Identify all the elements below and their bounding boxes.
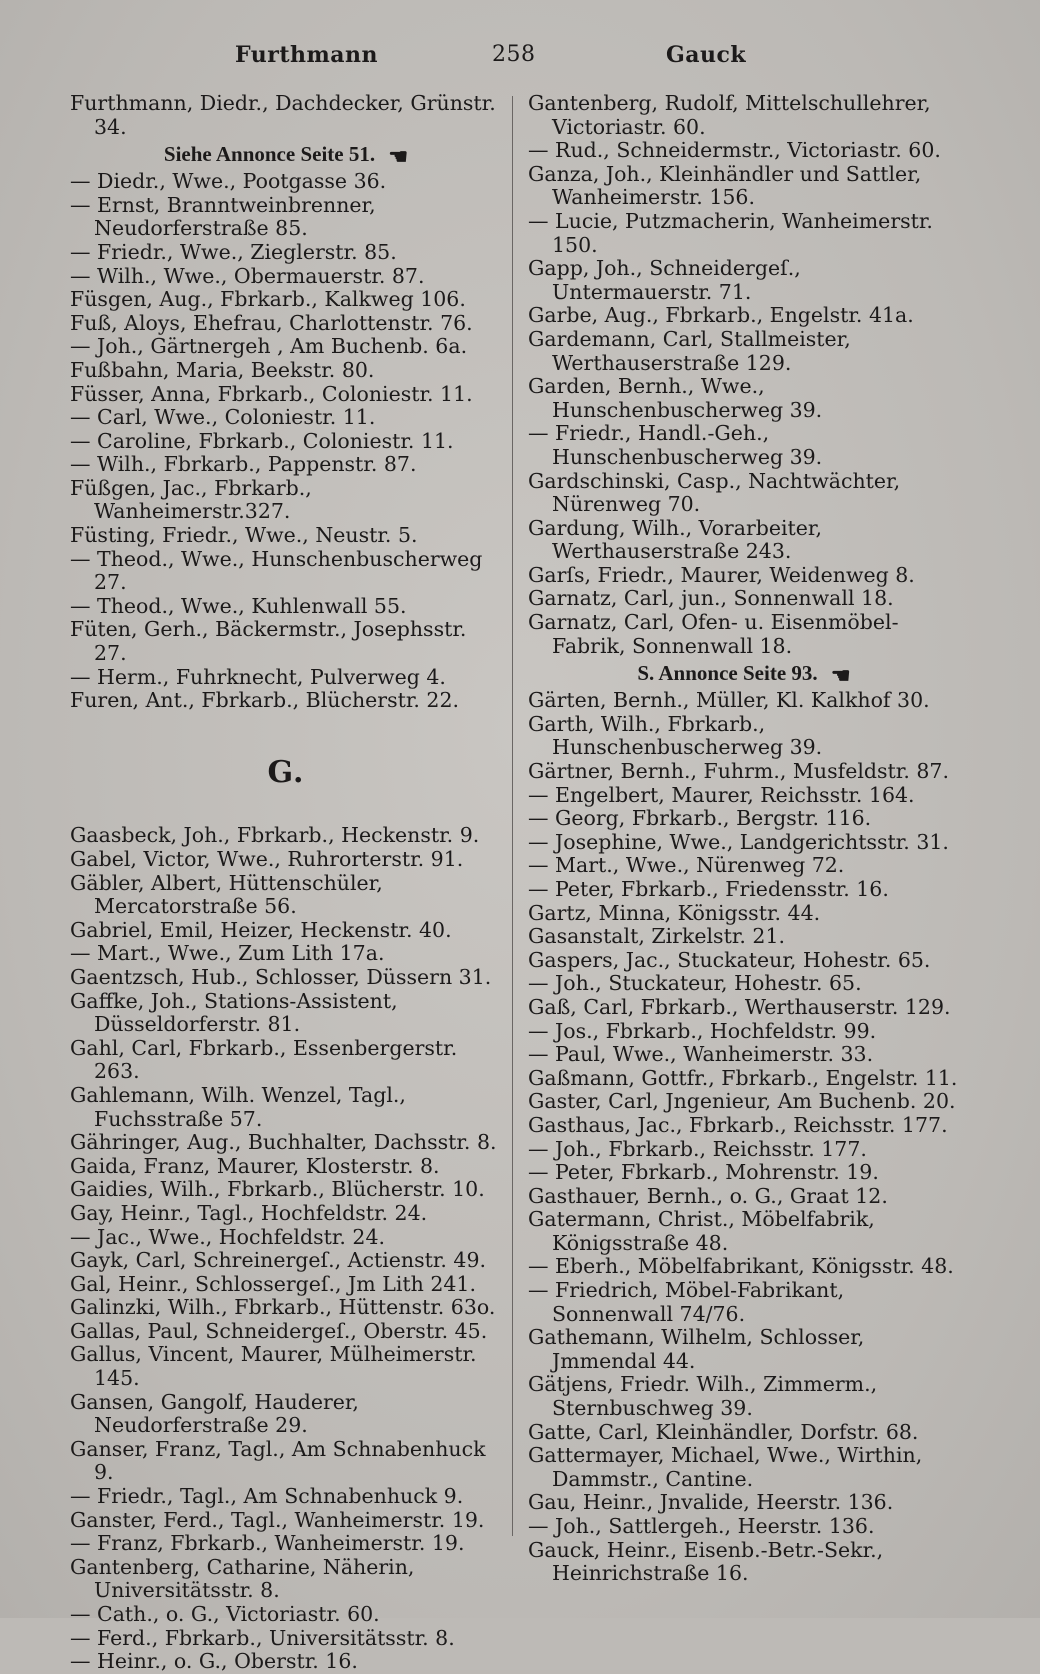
directory-entry: — Herm., Fuhrknecht, Pulverweg 4. [70, 664, 446, 689]
directory-entry: Gantenberg, Catharine, Näherin, Universitätsstr. 8. [70, 1554, 415, 1603]
directory-entry: Gardemann, Carl, Stallmeister, Werthauserstraße 129. [528, 326, 851, 375]
directory-entry: — Diedr., Wwe., Pootgasse 36. [70, 169, 387, 194]
left-entries-b [70, 170, 502, 713]
directory-entry: Gahl, Carl, Fbrkarb., Essenbergerstr. 263. [70, 1035, 458, 1084]
header-first-name: Furthmann [235, 42, 378, 68]
directory-entry: Gätjens, Friedr. Wilh., Zimmerm., Sternbuschweg 39. [528, 1372, 878, 1421]
directory-entry: Garnatz, Carl, Ofen- u. Eisenmöbel-Fabrik, Sonnenwall 18. [528, 610, 899, 658]
directory-entry: — Paul, Wwe., Wanheimerstr. 33. [528, 1042, 874, 1067]
right-column [528, 92, 960, 1586]
directory-entry: Gaßmann, Gottfr., Fbrkarb., Engelstr. 11. [528, 1065, 958, 1090]
directory-entry: — Joh., Gärtnergeh , Am Buchenb. 6a. [70, 334, 468, 359]
directory-entry: Gasthauer, Bernh., o. G., Graat 12. [528, 1183, 888, 1208]
right-entries-b [528, 689, 960, 1586]
directory-entry: Gatermann, Christ., Möbelfabrik, Königsstraße 48. [528, 1207, 875, 1255]
directory-entry: Füßgen, Jac., Fbrkarb., Wanheimerstr.327. [70, 475, 312, 524]
directory-entry: — Mart., Wwe., Nürenweg 72. [528, 853, 845, 878]
directory-entry: Gäbler, Albert, Hüttenschüler, Mercatorstraße 56. [70, 870, 383, 919]
directory-entry: Gardschinski, Casp., Nachtwächter, Nürenweg 70. [528, 468, 901, 517]
directory-entry: — Ferd., Fbrkarb., Universitätsstr. 8. [70, 1625, 455, 1650]
directory-entry: Gaster, Carl, Jngenieur, Am Buchenb. 20. [528, 1089, 956, 1114]
annonce-text: S. Annonce Seite 93. [637, 661, 818, 686]
directory-entry: Gallus, Vincent, Maurer, Mülheimerstr. 145. [70, 1342, 477, 1391]
directory-entry: — Peter, Fbrkarb., Friedensstr. 16. [528, 876, 889, 901]
directory-entry: Gantenberg, Rudolf, Mittelschullehrer, Victoriastr. 60. [528, 91, 931, 139]
directory-entry: — Wilh., Wwe., Obermauerstr. 87. [70, 263, 425, 288]
directory-entry: — Rud., Schneidermstr., Victoriastr. 60. [528, 138, 941, 163]
annonce-reference-93 [528, 662, 960, 687]
directory-entry: Gathemann, Wilhelm, Schlosser, Jmmendal 44. [528, 1325, 865, 1373]
directory-entry: — Carl, Wwe., Coloniestr. 11. [70, 405, 376, 430]
directory-entry: — Friedr., Wwe., Zieglerstr. 85. [70, 239, 397, 264]
right-entries-a [528, 92, 960, 658]
directory-entry: — Eberh., Möbelfabrikant, Königsstr. 48. [528, 1254, 954, 1279]
directory-entry: Gaida, Franz, Maurer, Klosterstr. 8. [70, 1153, 440, 1178]
directory-entry: — Peter, Fbrkarb., Mohrenstr. 19. [528, 1160, 879, 1185]
directory-entry: Garbe, Aug., Fbrkarb., Engelstr. 41a. [528, 303, 914, 328]
directory-entry: — Joh., Sattlergeh., Heerstr. 136. [528, 1514, 875, 1539]
column-divider [512, 96, 513, 1536]
directory-entry: Gayk, Carl, Schreinergeſ., Actienstr. 49. [70, 1248, 487, 1273]
directory-entry: Galinzki, Wilh., Fbrkarb., Hüttenstr. 63o. [70, 1295, 496, 1320]
directory-entry: Garth, Wilh., Fbrkarb., Hunschenbuscherweg 39. [528, 711, 823, 760]
directory-entry: Gähringer, Aug., Buchhalter, Dachsstr. 8. [70, 1130, 497, 1155]
directory-entry: Füsgen, Aug., Fbrkarb., Kalkweg 106. [70, 287, 466, 312]
directory-entry: — Friedrich, Möbel-Fabrikant, Sonnenwall 74/76. [528, 1278, 845, 1326]
directory-entry: Gallas, Paul, Schneidergeſ., Oberstr. 45. [70, 1318, 488, 1343]
pointing-hand-icon: ☚ [388, 143, 409, 169]
directory-entry: — Lucie, Putzmacherin, Wanheimerstr. 150. [528, 208, 933, 257]
directory-entry: — Joh., Stuckateur, Hohestr. 65. [528, 971, 862, 996]
directory-entry: Ganser, Franz, Tagl., Am Schnabenhuck 9. [70, 1436, 486, 1485]
section-letter: G. [267, 754, 305, 790]
pointing-hand-icon: ☚ [830, 662, 851, 688]
directory-entry: Gatte, Carl, Kleinhändler, Dorfstr. 68. [528, 1419, 919, 1444]
directory-entry: Fußbahn, Maria, Beekstr. 80. [70, 357, 375, 382]
directory-entry: Gay, Heinr., Tagl., Hochfeldstr. 24. [70, 1200, 428, 1225]
directory-entry: Gaffke, Joh., Stations-Assistent, Düsseldorferstr. 81. [70, 988, 398, 1037]
directory-entry: Gauck, Heinr., Eisenb.-Betr.-Sekr., Heinrichstraße 16. [528, 1537, 884, 1586]
directory-entry: Gasanstalt, Zirkelstr. 21. [528, 924, 786, 949]
directory-entry: Ganster, Ferd., Tagl., Wanheimerstr. 19. [70, 1507, 485, 1532]
directory-entry: Gaspers, Jac., Stuckateur, Hohestr. 65. [528, 947, 931, 972]
directory-entry: Gardung, Wilh., Vorarbeiter, Werthauserstraße 243. [528, 515, 822, 564]
left-entries-c [70, 824, 502, 1673]
directory-entry: Gaasbeck, Joh., Fbrkarb., Heckenstr. 9. [70, 823, 480, 848]
directory-entry: — Jac., Wwe., Hochfeldstr. 24. [70, 1224, 386, 1249]
left-entries-a [70, 92, 502, 139]
directory-entry: Gapp, Joh., Schneidergeſ., Untermauerstr. 71. [528, 256, 801, 304]
page-number: 258 [492, 42, 536, 67]
directory-entry: Gattermayer, Michael, Wwe., Wirthin, Dammstr., Cantine. [528, 1443, 923, 1491]
directory-entry: — Georg, Fbrkarb., Bergstr. 116. [528, 806, 872, 831]
directory-entry: — Ernst, Branntweinbrenner, Neudorferstraße 85. [70, 192, 376, 241]
directory-entry: — Wilh., Fbrkarb., Pappenstr. 87. [70, 452, 417, 477]
directory-entry: Furthmann, Diedr., Dachdecker, Grünstr. 34. [70, 91, 496, 139]
directory-entry: — Theod., Wwe., Hunschenbuscherweg 27. [70, 546, 483, 595]
directory-entry: Gasthaus, Jac., Fbrkarb., Reichsstr. 177. [528, 1112, 948, 1137]
directory-entry: Gaidies, Wilh., Fbrkarb., Blücherstr. 10. [70, 1177, 485, 1202]
annonce-text: Siehe Annonce Seite 51. [163, 142, 376, 167]
directory-entry: Füsting, Friedr., Wwe., Neustr. 5. [70, 523, 418, 548]
directory-entry: — Joh., Fbrkarb., Reichsstr. 177. [528, 1136, 867, 1161]
directory-entry: — Heinr., o. G., Oberstr. 16. [70, 1649, 358, 1674]
directory-entry: Gabel, Victor, Wwe., Ruhrorterstr. 91. [70, 847, 464, 872]
directory-entry: — Engelbert, Maurer, Reichsstr. 164. [528, 782, 915, 807]
directory-entry: — Theod., Wwe., Kuhlenwall 55. [70, 593, 407, 618]
left-column [70, 92, 502, 1674]
directory-entry: Gaß, Carl, Fbrkarb., Werthauserstr. 129. [528, 994, 951, 1019]
directory-entry: — Franz, Fbrkarb., Wanheimerstr. 19. [70, 1531, 465, 1556]
directory-entry: Garden, Bernh., Wwe., Hunschenbuscherweg 39. [528, 374, 823, 422]
annonce-reference-51 [70, 143, 502, 168]
directory-entry: — Cath., o. G., Victoriastr. 60. [70, 1602, 380, 1627]
directory-entry: — Josephine, Wwe., Landgerichtsstr. 31. [528, 829, 949, 854]
directory-entry: Gartz, Minna, Königsstr. 44. [528, 900, 821, 925]
directory-entry: — Mart., Wwe., Zum Lith 17a. [70, 941, 385, 966]
directory-entry: Füsser, Anna, Fbrkarb., Coloniestr. 11. [70, 381, 473, 406]
directory-entry: — Caroline, Fbrkarb., Coloniestr. 11. [70, 428, 454, 453]
directory-entry: Gahlemann, Wilh. Wenzel, Tagl., Fuchsstraße 57. [70, 1082, 406, 1131]
directory-entry: Ganza, Joh., Kleinhändler und Sattler, Wanheimerstr. 156. [528, 161, 922, 210]
header-last-name: Gauck [666, 42, 747, 68]
directory-entry: Gaentzsch, Hub., Schlosser, Düssern 31. [70, 964, 492, 989]
directory-entry: Furen, Ant., Fbrkarb., Blücherstr. 22. [70, 688, 460, 713]
directory-entry: — Friedr., Handl.-Geh., Hunschenbuscherweg 39. [528, 421, 823, 469]
directory-entry: Gärten, Bernh., Müller, Kl. Kalkhof 30. [528, 688, 930, 713]
directory-entry: Gansen, Gangolf, Hauderer, Neudorferstraße 29. [70, 1389, 359, 1438]
directory-entry: Füten, Gerh., Bäckermstr., Josephsstr. 27. [70, 617, 467, 666]
directory-entry: Gärtner, Bernh., Fuhrm., Musfeldstr. 87. [528, 759, 949, 784]
directory-entry: Gal, Heinr., Schlossergeſ., Jm Lith 241. [70, 1271, 476, 1296]
directory-entry: Fuß, Aloys, Ehefrau, Charlottenstr. 76. [70, 310, 473, 335]
directory-entry: Garſs, Friedr., Maurer, Weidenweg 8. [528, 562, 915, 587]
directory-entry: Garnatz, Carl, jun., Sonnenwall 18. [528, 586, 894, 611]
page-header [70, 42, 975, 78]
directory-entry: — Jos., Fbrkarb., Hochfeldstr. 99. [528, 1018, 877, 1043]
directory-entry: Gabriel, Emil, Heizer, Heckenstr. 40. [70, 917, 452, 942]
directory-entry: — Friedr., Tagl., Am Schnabenhuck 9. [70, 1484, 464, 1509]
directory-entry: Gau, Heinr., Jnvalide, Heerstr. 136. [528, 1490, 894, 1515]
